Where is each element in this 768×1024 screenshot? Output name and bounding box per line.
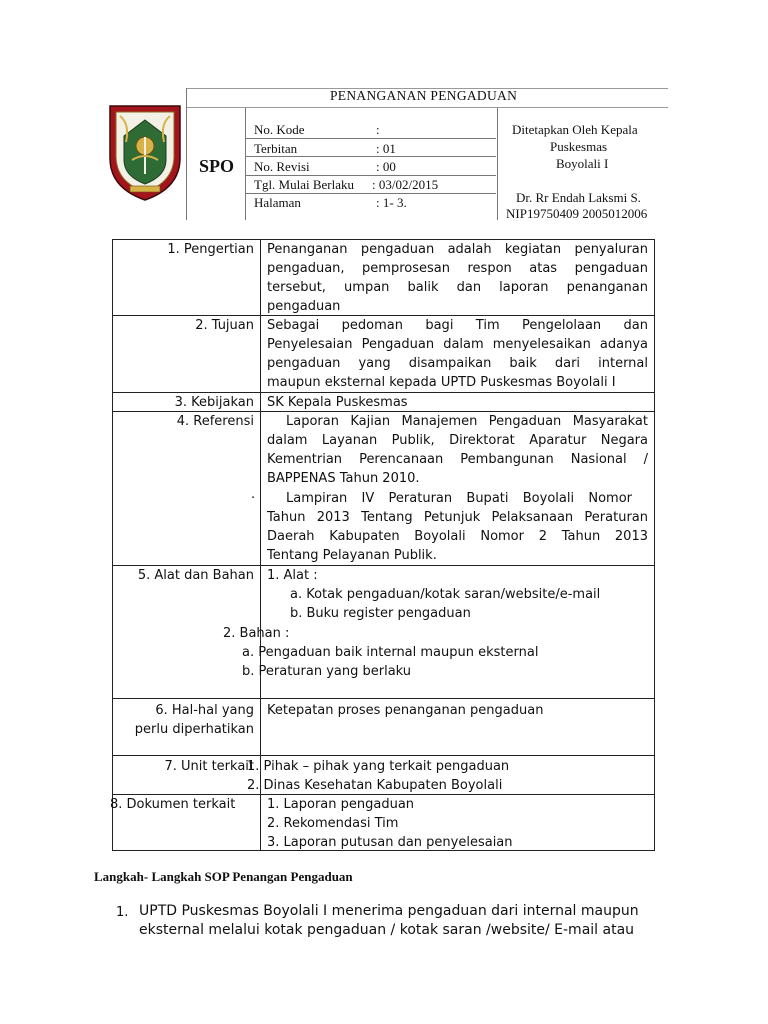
pengertian-line: Penanganan pengaduan adalah kegiatan penyaluran: [267, 242, 648, 257]
row-label-hal-hal-2: perlu diperhatikan: [134, 722, 254, 737]
referensi-item1-line: Laporan Kajian Manajemen Pengaduan Masyarakat: [286, 414, 648, 429]
field-label-terbitan: Terbitan: [254, 141, 298, 156]
approval-line-2: Puskesmas: [550, 139, 608, 154]
field-value-halaman: : 1- 3.: [376, 195, 407, 210]
referensi-bullet: .: [251, 487, 256, 502]
logo-cell: [100, 88, 187, 220]
tujuan-line: maupun eksternal kepada UPTD Puskesmas Boyolali I: [267, 375, 616, 390]
pengertian-line: pengaduan, pemprosesan respon atas pengaduan: [267, 261, 648, 276]
row-label-referensi: 4. Referensi: [176, 414, 254, 429]
field-value-no-kode: :: [376, 122, 380, 137]
steps-title: Langkah- Langkah SOP Penangan Pengaduan: [94, 869, 353, 884]
row-label-pengertian: 1. Pengertian: [167, 242, 254, 257]
field-label-halaman: Halaman: [254, 195, 301, 210]
field-label-tgl-mulai: Tgl. Mulai Berlaku: [254, 177, 355, 192]
alat-item-a: a. Kotak pengaduan/kotak saran/website/e-mail: [290, 587, 601, 602]
dokumen-item: 2. Rekomendasi Tim: [267, 816, 399, 831]
step-1-number: 1.: [116, 905, 129, 920]
bahan-heading: 2. Bahan :: [223, 626, 290, 641]
referensi-item2-line: Tentang Pelayanan Publik.: [267, 548, 437, 563]
kebijakan-text: SK Kepala Puskesmas: [267, 395, 408, 410]
unit-item-2: 2. Dinas Kesehatan Kabupaten Boyolali: [247, 778, 503, 793]
field-label-no-kode: No. Kode: [254, 122, 305, 137]
tujuan-line: pengaduan yang disampaikan baik dari internal: [267, 356, 648, 371]
dokumen-item: 3. Laporan putusan dan penyelesaian: [267, 835, 513, 850]
bahan-item-b: b. Peraturan yang berlaku: [242, 664, 412, 679]
dokumen-item: 1. Laporan pengaduan: [267, 797, 415, 812]
row-label-alat-bahan: 5. Alat dan Bahan: [137, 568, 254, 583]
field-value-terbitan: : 01: [376, 141, 396, 156]
referensi-item2-line: Daerah Kabupaten Boyolali Nomor 2 Tahun 2013: [267, 529, 648, 544]
header-title-divider: [187, 107, 668, 108]
referensi-item2-line: Lampiran IV Peraturan Bupati Boyolali Nomor: [286, 491, 632, 506]
bahan-item-a: a. Pengaduan baik internal maupun eksternal: [242, 645, 539, 660]
approval-line-3: Boyolali I: [556, 156, 609, 171]
row-label-dokumen-terkait: 8. Dokumen terkait: [110, 797, 236, 812]
step-1-line: UPTD Puskesmas Boyolali I menerima pengaduan dari internal maupun: [139, 903, 639, 919]
referensi-item2-line: Tahun 2013 Tentang Petunjuk Pelaksanaan Peraturan: [267, 510, 648, 525]
referensi-item1-line: Kementrian Perencanaan Pembangunan Nasional /: [267, 452, 648, 467]
field-value-no-revisi: : 00: [376, 159, 396, 174]
step-1-line: eksternal melalui kotak pengaduan / kotak saran /website/ E-mail atau: [139, 922, 635, 938]
tujuan-line: Sebagai pedoman bagi Tim Pengelolaan dan: [267, 318, 648, 333]
row-label-hal-hal-1: 6. Hal-hal yang: [155, 703, 254, 718]
spo-cell: [187, 108, 246, 220]
approval-nip: NIP19750409 2005012006: [506, 206, 648, 221]
pengertian-line: tersebut, umpan balik dan laporan penanganan: [267, 280, 648, 295]
row-label-tujuan: 2. Tujuan: [195, 318, 254, 333]
unit-item-1: 1. Pihak – pihak yang terkait pengaduan: [247, 759, 510, 774]
spo-label: SPO: [199, 156, 235, 176]
row-label-kebijakan: 3. Kebijakan: [174, 395, 254, 410]
table-row-divider: [112, 698, 655, 699]
referensi-item1-line: dalam Layanan Publik, Direktorat Aparatur Negara: [267, 433, 648, 448]
hal-hal-text: Ketepatan proses penanganan pengaduan: [267, 703, 544, 718]
field-label-no-revisi: No. Revisi: [254, 159, 310, 174]
table-row-divider: [112, 755, 655, 756]
referensi-item1-line: BAPPENAS Tahun 2010.: [267, 471, 420, 486]
alat-item-b: b. Buku register pengaduan: [290, 606, 471, 621]
row-label-unit-terkait: 7. Unit terkait: [164, 759, 254, 774]
approval-signer: Dr. Rr Endah Laksmi S.: [516, 190, 641, 205]
field-value-tgl-mulai: : 03/02/2015: [372, 177, 439, 192]
approval-line-1: Ditetapkan Oleh Kepala: [512, 122, 638, 137]
boyolali-crest-icon: [106, 102, 184, 202]
header-middle-right-border: [497, 108, 498, 220]
alat-heading: 1. Alat :: [267, 568, 318, 583]
page-title: PENANGANAN PENGADUAN: [330, 88, 518, 103]
tujuan-line: Penyelesaian Pengaduan dalam menyelesaikan adanya: [267, 337, 648, 352]
pengertian-line: pengaduan: [267, 299, 341, 314]
